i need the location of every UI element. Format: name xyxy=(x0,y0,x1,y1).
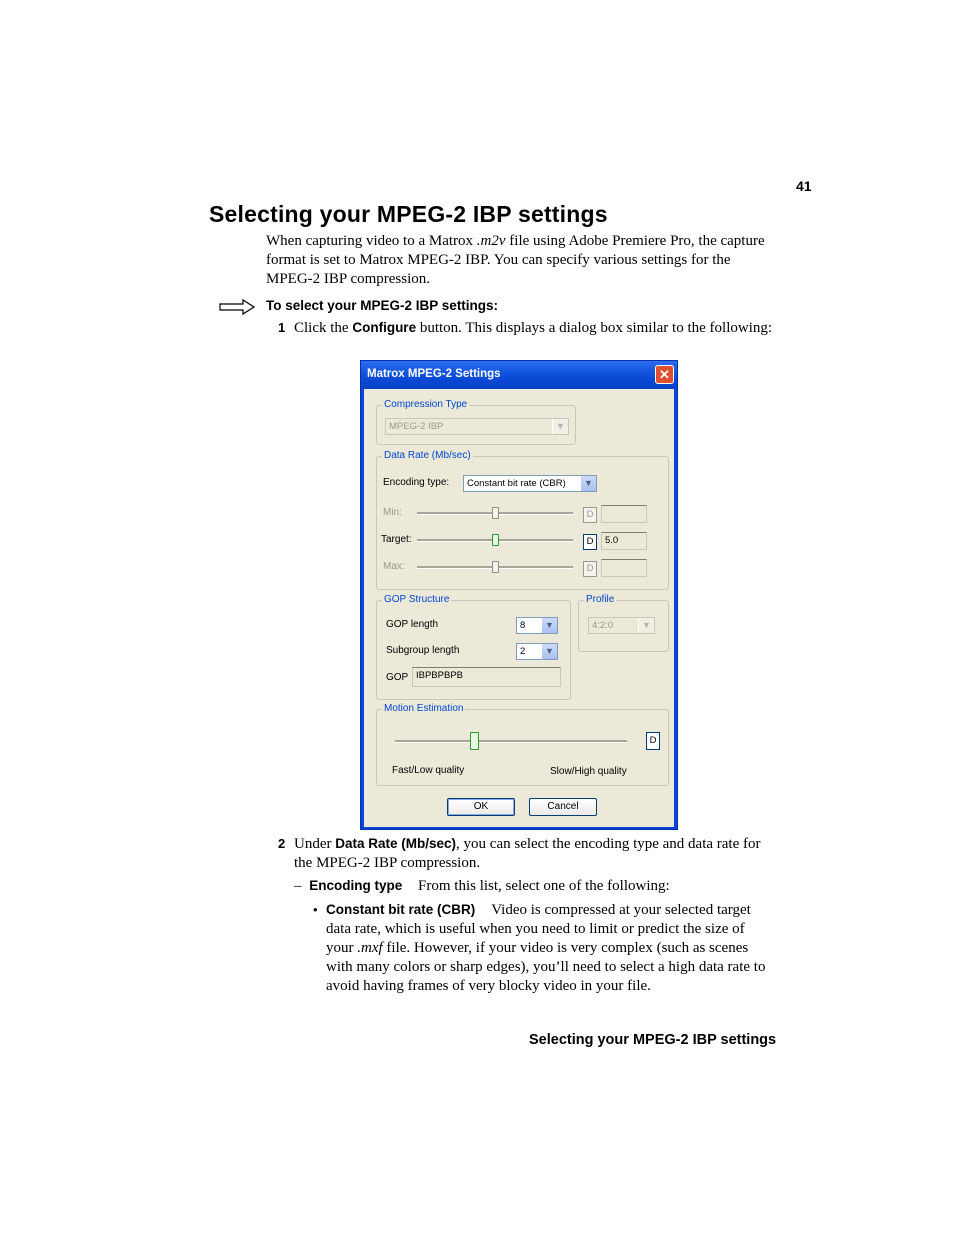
profile-group xyxy=(578,594,669,652)
motion-slider-thumb[interactable] xyxy=(470,732,479,750)
data-rate-title: Data Rate (Mb/sec) xyxy=(384,450,471,461)
max-label: Max: xyxy=(383,561,405,572)
compression-type-group xyxy=(376,399,576,445)
data-rate-group xyxy=(376,450,669,590)
procedure-title: To select your MPEG-2 IBP settings: xyxy=(266,298,499,313)
target-slider-thumb[interactable] xyxy=(492,534,499,546)
gop-structure-group xyxy=(376,594,571,700)
target-default-button[interactable]: D xyxy=(583,534,597,550)
compression-type-title: Compression Type xyxy=(384,399,468,410)
encoding-type-term: Encoding type xyxy=(309,878,403,893)
compression-type-value: MPEG-2 IBP xyxy=(389,421,444,432)
encoding-type-item xyxy=(294,876,774,896)
gop-length-label: GOP length xyxy=(386,619,439,630)
dash-marker: – xyxy=(294,878,302,894)
motion-estimation-title: Motion Estimation xyxy=(384,703,464,714)
chevron-down-icon: ▼ xyxy=(552,419,568,434)
bullet-marker: • xyxy=(313,902,318,917)
procedure-arrow-icon xyxy=(219,299,255,315)
motion-estimation-group xyxy=(376,703,669,786)
dialog-title: Matrox MPEG-2 Settings xyxy=(367,368,501,380)
subgroup-length-value: 2 xyxy=(520,646,526,657)
fast-low-quality-label: Fast/Low quality xyxy=(392,765,465,776)
chevron-down-icon: ▼ xyxy=(638,618,654,633)
subgroup-length-select[interactable] xyxy=(516,643,558,660)
dialog-client-area xyxy=(364,389,674,827)
min-label: Min: xyxy=(383,507,402,518)
compression-type-select[interactable] xyxy=(385,418,569,435)
cbr-item: • Constant bit rate (CBR) Video is compressed at your selected target data rate, which is useful when you need to limit or predict the size of your .mxf file. However, if your video is very complex (such as scenes with many colors or sharp edges), you’ll need to select a high data rate to avoid having frames of very blocky video in your file. xyxy=(313,902,766,994)
ok-button[interactable]: OK xyxy=(447,798,515,816)
profile-select[interactable] xyxy=(588,617,655,634)
profile-value: 4:2:0 xyxy=(592,620,614,631)
min-default-button[interactable]: D xyxy=(583,507,597,523)
dialog-titlebar xyxy=(361,361,677,389)
cancel-button[interactable]: Cancel xyxy=(529,798,597,816)
target-value-field[interactable]: 5.0 xyxy=(601,532,647,550)
close-icon[interactable]: ✕ xyxy=(655,365,674,384)
slow-high-quality-label: Slow/High quality xyxy=(550,766,627,777)
min-value-field[interactable] xyxy=(601,505,647,523)
intro-paragraph: When capturing video to a Matrox .m2v file using Adobe Premiere Pro, the capture format is set to Matrox MPEG-2 IBP. You can specify various settings for the MPEG-2 IBP compression. xyxy=(266,233,765,287)
step-2: 2 Under Data Rate (Mb/sec), you can select the encoding type and data rate for the MPEG-2 IBP compression. xyxy=(278,836,761,871)
step-1: 1 Click the Configure button. This displays a dialog box similar to the following: xyxy=(278,320,773,336)
page-footer: Selecting your MPEG-2 IBP settings xyxy=(529,1032,777,1048)
max-value-field[interactable] xyxy=(601,559,647,577)
encoding-type-value: Constant bit rate (CBR) xyxy=(467,478,566,489)
gop-length-value: 8 xyxy=(520,620,526,631)
profile-title: Profile xyxy=(586,594,615,605)
max-slider-thumb[interactable] xyxy=(492,561,499,573)
min-slider-thumb[interactable] xyxy=(492,507,499,519)
encoding-type-select[interactable] xyxy=(463,475,597,492)
gop-length-select[interactable] xyxy=(516,617,558,634)
chevron-down-icon: ▼ xyxy=(580,476,596,491)
gop-label: GOP xyxy=(386,672,409,683)
gop-pattern-field: IBPBPBPB xyxy=(412,667,561,687)
gop-structure-title: GOP Structure xyxy=(384,594,450,605)
chevron-down-icon: ▼ xyxy=(541,618,557,633)
subgroup-length-label: Subgroup length xyxy=(386,645,460,656)
encoding-type-label: Encoding type: xyxy=(383,477,450,488)
chevron-down-icon: ▼ xyxy=(541,644,557,659)
encoding-type-description: From this list, select one of the following: xyxy=(418,878,670,894)
max-default-button[interactable]: D xyxy=(583,561,597,577)
motion-default-button[interactable]: D xyxy=(646,732,660,750)
cbr-term: Constant bit rate (CBR) xyxy=(326,902,476,917)
motion-slider-track[interactable] xyxy=(395,740,627,743)
page-number: 41 xyxy=(796,178,812,194)
target-label: Target: xyxy=(381,534,412,545)
matrox-settings-dialog xyxy=(360,360,678,830)
section-heading: Selecting your MPEG-2 IBP settings xyxy=(209,201,608,227)
